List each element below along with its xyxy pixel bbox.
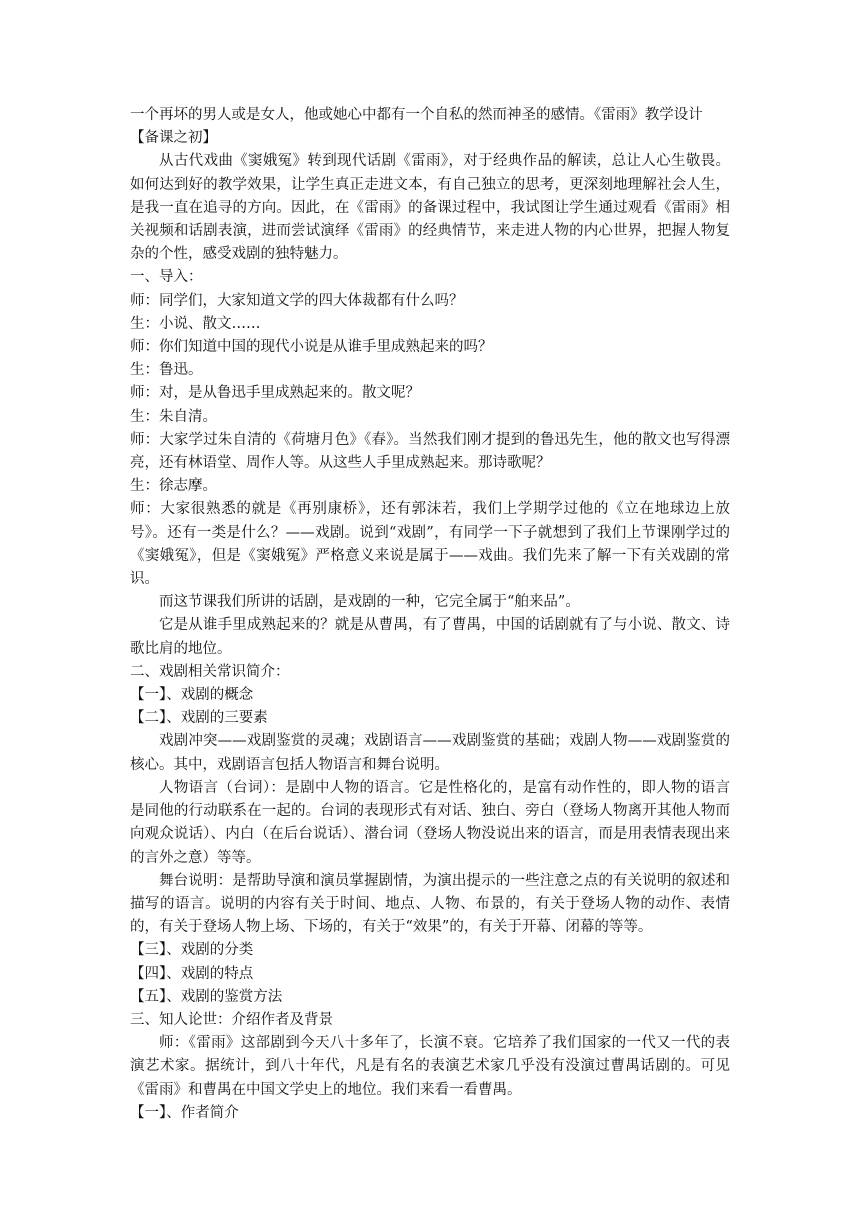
stage-direction-paragraph: 舞台说明：是帮助导演和演员掌握剧情，为演出提示的一些注意之点的有关说明的叙述和描写的语言。说明的内容有关于时间、地点、人物、布景的，有关于登场人物的动作、表情的，有关于登场人物上场、下场的，有关于“效果”的，有关于开幕、闭幕的等等。: [130, 872, 730, 936]
intro-line: 一个再坏的男人或是女人，他或她心中都有一个自私的然而神圣的感情。《雷雨》教学设计: [130, 107, 703, 123]
dialogue-line: 师：大家学过朱自清的《荷塘月色》《春》。当然我们刚才提到的鲁迅先生，他的散文也写得漂亮，还有林语堂、周作人等。从这些人手里成熟起来。那诗歌呢？: [130, 431, 730, 472]
taici-paragraph: 人物语言（台词）：是剧中人物的语言。它是性格化的，是富有动作性的，即人物的语言是同他的行动联系在一起的。台词的表现形式有对话、独白、旁白（登场人物离开其他人物而向观众说话）、内白（在后台说话）、潜台词（登场人物没说出来的语言，而是用表情表现出来的言外之意）等等。: [130, 779, 730, 866]
author-paragraph: 师：《雷雨》这部剧到今天八十多年了，长演不衰。它培养了我们国家的一代又一代的表演艺术家。据统计，到八十年代，凡是有名的表演艺术家几乎没有没演过曹禺话剧的。可见《雷雨》和曹禺在中国文学史上的地位。我们来看一看曹禺。: [130, 1035, 730, 1098]
dialogue-line: 生：小说、散文……: [130, 315, 261, 332]
subheading-concept: 【一】、戏剧的概念: [130, 687, 254, 704]
huaju-paragraph: 而这节课我们所讲的话剧，是戏剧的一种，它完全属于“舶来品”。: [159, 594, 580, 611]
heading-intro: 一、导入：: [130, 269, 203, 286]
dialogue-line: 师：大家很熟悉的就是《再别康桥》，还有郭沫若，我们上学期学过他的《立在地球边上放号》。还有一类是什么？——戏剧。说到“戏剧”，有同学一下子就想到了我们上节课刚学过的《窦娥冤》，但是《窦娥冤》严格意义来说是属于——戏曲。我们先来了解一下有关戏剧的常识。: [130, 501, 730, 588]
dialogue-line: 生：朱自清。: [130, 408, 217, 425]
subheading-classification: 【三】、戏剧的分类: [130, 942, 254, 959]
heading-drama-knowledge: 二、戏剧相关常识简介：: [130, 663, 290, 680]
section-prep-heading: 【备课之初】: [130, 130, 217, 147]
dialogue-line: 师：你们知道中国的现代小说是从谁手里成熟起来的吗？: [130, 339, 493, 356]
dialogue-line: 生：鲁迅。: [130, 362, 203, 379]
dialogue-line: 师：对，是从鲁迅手里成熟起来的。散文呢？: [130, 385, 420, 402]
heading-author-background: 三、知人论世：介绍作者及背景: [130, 1011, 333, 1028]
elements-paragraph: 戏剧冲突——戏剧鉴赏的灵魂；戏剧语言——戏剧鉴赏的基础；戏剧人物——戏剧鉴赏的核心。其中，戏剧语言包括人物语言和舞台说明。: [130, 733, 730, 773]
dialogue-line: 生：徐志摩。: [130, 478, 217, 495]
dialogue-line: 师：同学们，大家知道文学的四大体裁都有什么吗？: [130, 292, 464, 309]
caoyu-paragraph: 它是从谁手里成熟起来的？就是从曹禺，有了曹禺，中国的话剧就有了与小说、散文、诗歌比肩的地位。: [130, 617, 730, 657]
subheading-three-elements: 【二】、戏剧的三要素: [130, 710, 268, 727]
subheading-author-intro: 【一】、作者简介: [130, 1104, 239, 1121]
prep-paragraph: 从古代戏曲《窦娥冤》转到现代话剧《雷雨》，对于经典作品的解读，总让人心生敬畏。如何达到好的教学效果，让学生真正走进文本，有自己独立的思考，更深刻地理解社会人生，是我一直在追寻的方向。因此，在《雷雨》的备课过程中，我试图让学生通过观看《雷雨》相关视频和话剧表演，进而尝试演绎《雷雨》的经典情节，来走进人物的内心世界，把握人物复杂的个性，感受戏剧的独特魅力。: [130, 153, 730, 263]
document-page: [130, 104, 730, 1125]
subheading-features: 【四】、戏剧的特点: [130, 965, 254, 982]
subheading-appreciation: 【五】、戏剧的鉴赏方法: [130, 988, 283, 1005]
